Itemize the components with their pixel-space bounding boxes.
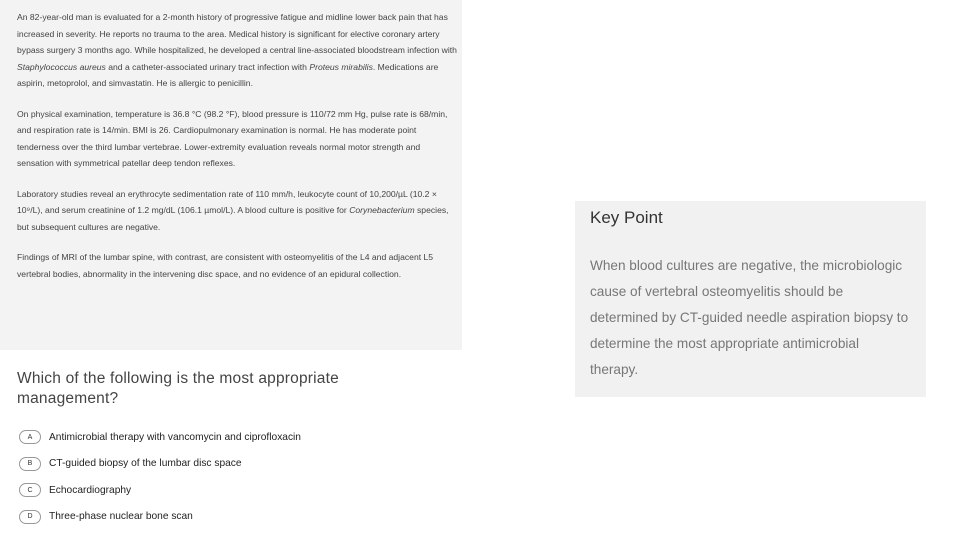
option-letter-badge: A — [19, 430, 41, 444]
vignette-history — [17, 9, 459, 92]
vignette-text: and a catheter-associated urinary tract infection with — [105, 61, 310, 72]
answer-options — [19, 424, 439, 530]
option-text: Antimicrobial therapy with vancomycin and ciprofloxacin — [49, 431, 301, 443]
key-point-panel — [575, 201, 926, 397]
key-point-text: When blood cultures are negative, the microbiologic cause of vertebral osteomyelitis should be determined by CT-guided needle aspiration biopsy to determine the most appropriate antimicrobial therapy. — [590, 258, 909, 377]
case-vignette-panel — [0, 0, 462, 350]
organism-name: Proteus mirabilis — [309, 61, 373, 72]
organism-name: Staphylococcus aureus — [17, 61, 106, 72]
key-point-title: Key Point — [590, 208, 663, 227]
vignette-imaging: Findings of MRI of the lumbar spine, with contrast, are consistent with osteomyelitis of the L4 and adjacent L5 vertebral bodies, abnormality in the intervening disc space, and no evidence of an epidural collection. — [17, 252, 434, 279]
answer-option-c[interactable] — [19, 477, 439, 504]
vignette-text: An 82-year-old man is evaluated for a 2-month history of progressive fatigue and midline lower back pain that has increased in severity. He reports no trauma to the area. Medical history is significant for elective coronary artery bypass surgery 3 months ago. While hospitalized, he developed a central line-associated bloodstream infection with — [17, 12, 457, 55]
vignette-text: Laboratory studies reveal an erythrocyte sedimentation rate of 110 mm/h, leukocyte count of 10,200/µL (10.2 × 10⁹/L), and serum creatinine of 1.2 mg/dL (106.1 µmol/L). A blood culture is positive for — [17, 188, 437, 215]
vignette-labs — [17, 186, 459, 236]
option-text: Three-phase nuclear bone scan — [49, 511, 193, 523]
answer-option-d[interactable] — [19, 504, 439, 531]
organism-name: Corynebacterium — [349, 205, 415, 215]
answer-option-b[interactable] — [19, 451, 439, 478]
case-vignette — [17, 9, 459, 296]
vignette-exam: On physical examination, temperature is 36.8 °C (98.2 °F), blood pressure is 110/72 mm Hg, pulse rate is 68/min, and respiration rate is 14/min. BMI is 26. Cardiopulmonary examination is normal. He has moderate point tenderness over the third lumbar vertebrae. Lower-extremity evaluation reveals normal motor strength and sensation with symmetrical patellar deep tendon reflexes. — [17, 108, 448, 168]
option-text: CT-guided biopsy of the lumbar disc space — [49, 458, 242, 470]
vignette-text: . Medications are aspirin, metoprolol, and simvastatin. He is allergic to penicillin. — [17, 61, 439, 88]
option-letter-badge: C — [19, 483, 41, 497]
answer-option-a[interactable] — [19, 424, 439, 451]
option-letter-badge: D — [19, 510, 41, 524]
option-text: Echocardiography — [49, 484, 132, 496]
vignette-text: species, but subsequent cultures are negative. — [17, 205, 449, 232]
question-stem: Which of the following is the most appropriate management? — [17, 370, 339, 407]
option-letter-badge: B — [19, 457, 41, 471]
